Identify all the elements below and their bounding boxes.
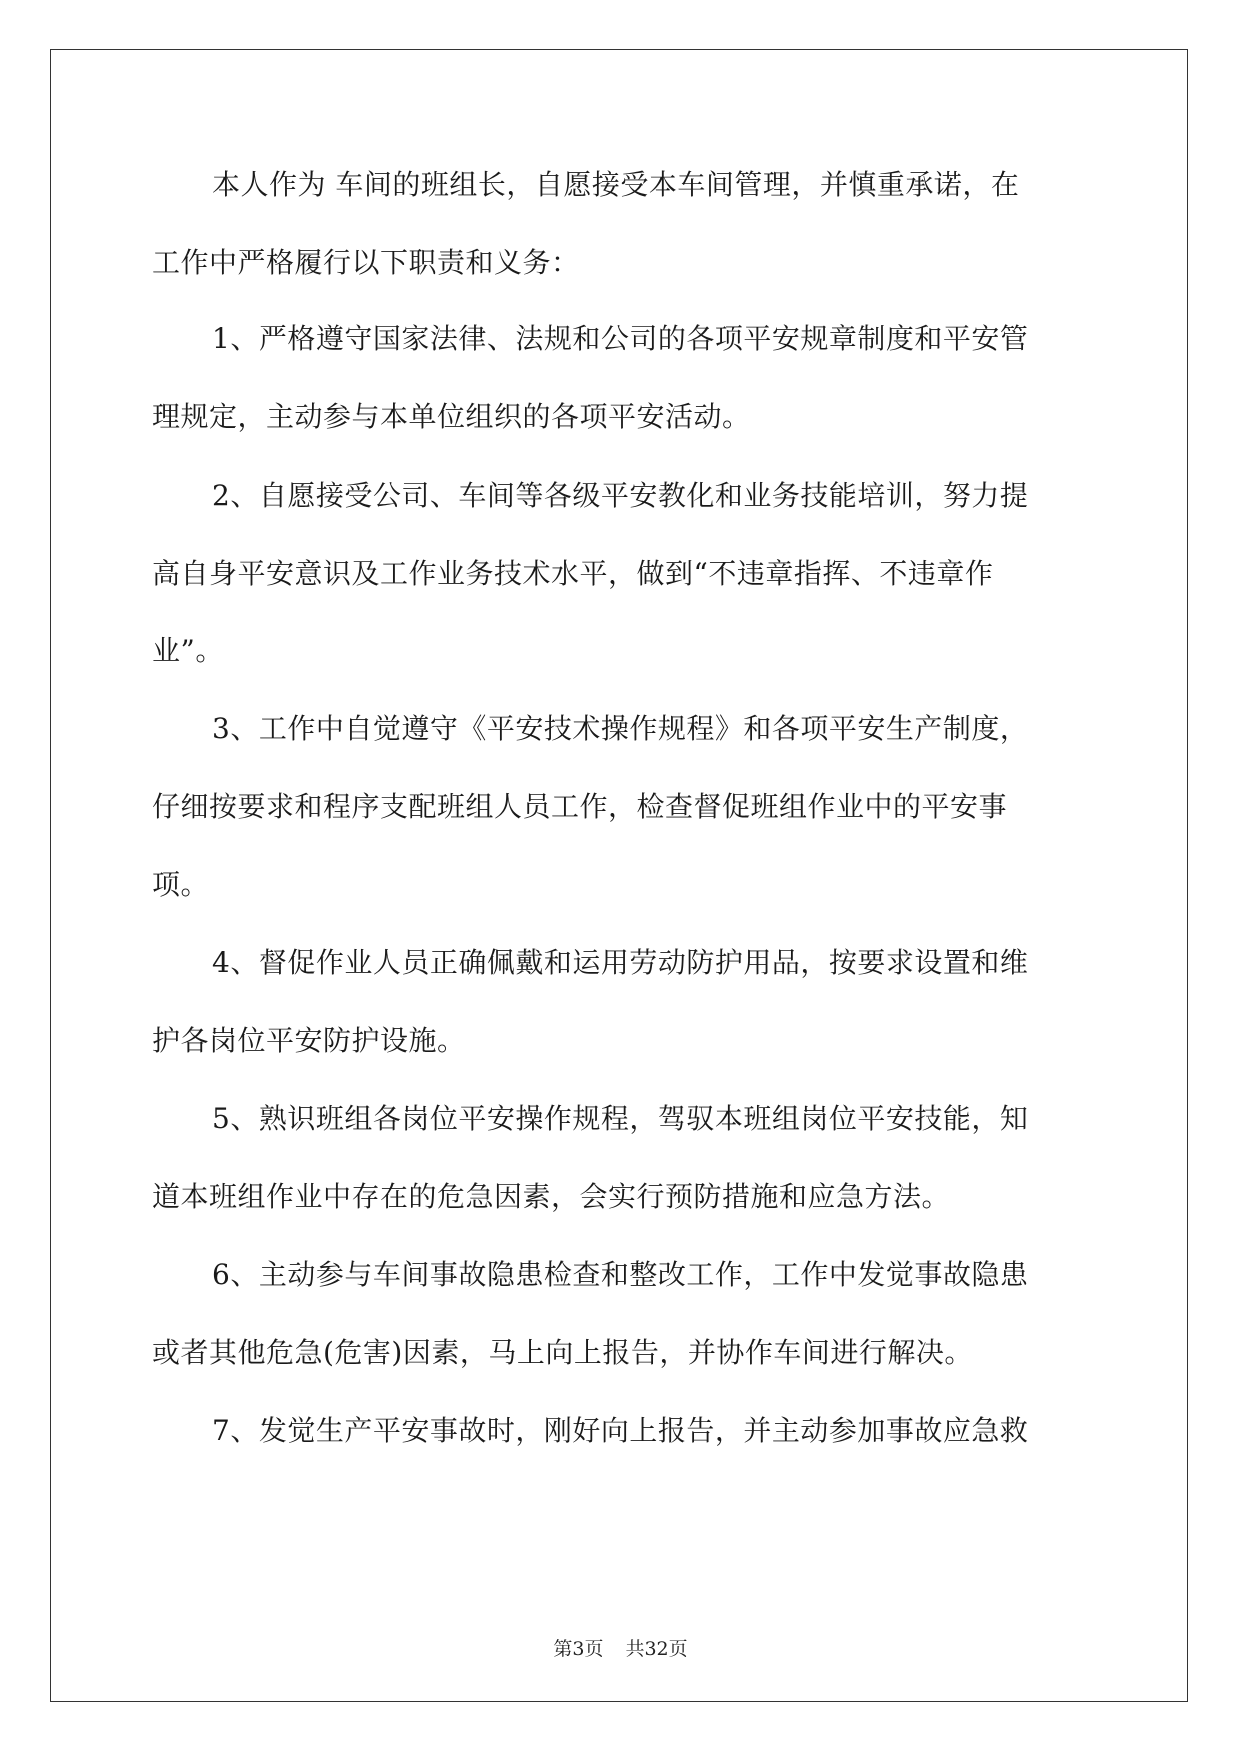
text-line: 高自身平安意识及工作业务技术水平，做到“不违章指挥、不违章作 [152,557,994,590]
text-line: 工作中严格履行以下职责和义务： [152,246,580,279]
page-total: 共32页 [625,1638,688,1660]
text-line: 5、熟识班组各岗位平安操作规程，驾驭本班组岗位平安技能，知 [212,1102,1029,1135]
page-border [50,49,1188,1702]
text-line: 理规定，主动参与本单位组织的各项平安活动。 [152,400,751,433]
text-line: 项。 [152,868,210,901]
text-line: 业”。 [152,634,224,667]
text-line: 3、工作中自觉遵守《平安技术操作规程》和各项平安生产制度， [212,712,1029,745]
text-line: 4、督促作业人员正确佩戴和运用劳动防护用品，按要求设置和维 [212,946,1029,979]
text-line: 1、严格遵守国家法律、法规和公司的各项平安规章制度和平安管 [212,322,1029,355]
text-line: 护各岗位平安防护设施。 [152,1024,466,1057]
text-line: 2、自愿接受公司、车间等各级平安教化和业务技能培训，努力提 [212,479,1029,512]
text-line: 本人作为 车间的班组长，自愿接受本车间管理，并慎重承诺，在 [212,168,1020,201]
page-number: 第3页 [553,1638,604,1660]
text-line: 仔细按要求和程序支配班组人员工作，检查督促班组作业中的平安事 [152,790,1008,823]
text-line: 或者其他危急(危害)因素，马上向上报告，并协作车间进行解决。 [152,1336,973,1369]
page-footer [0,1637,1241,1661]
text-line: 6、主动参与车间事故隐患检查和整改工作，工作中发觉事故隐患 [212,1258,1029,1291]
text-line: 道本班组作业中存在的危急因素，会实行预防措施和应急方法。 [152,1180,951,1213]
text-line: 7、发觉生产平安事故时，刚好向上报告，并主动参加事故应急救 [212,1414,1029,1447]
